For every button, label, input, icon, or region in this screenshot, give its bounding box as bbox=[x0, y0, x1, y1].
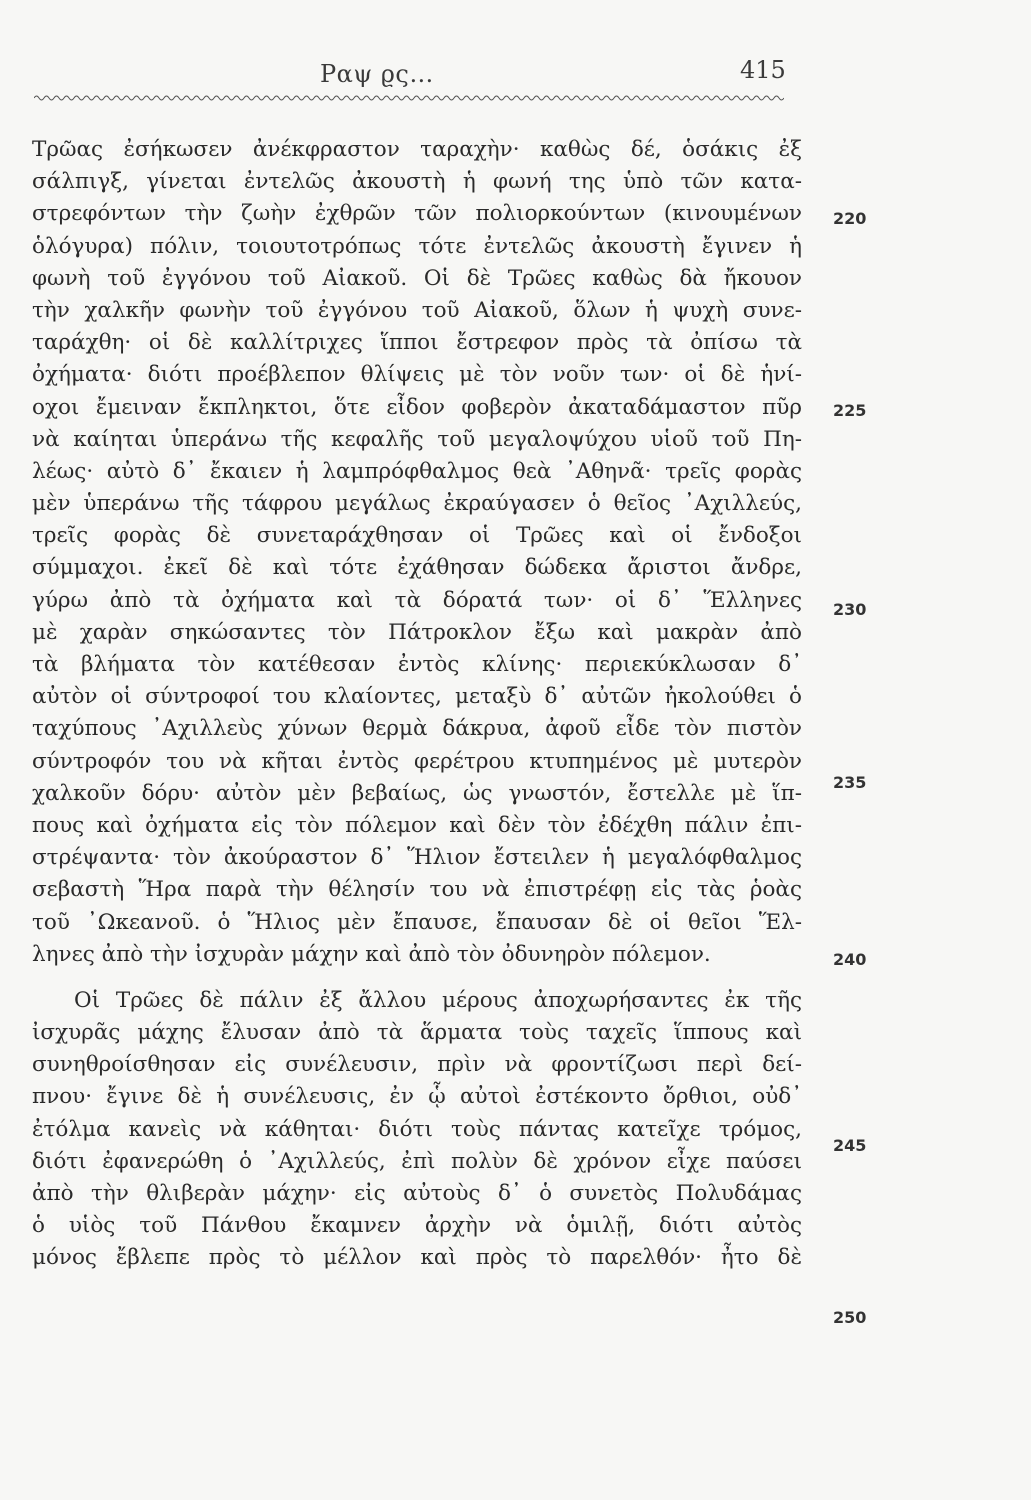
main-text bbox=[32, 134, 802, 1275]
text-line: σεβαστὴ Ἥρα παρὰ τὴν θέλησίν του νὰ ἐπιστρέφῃ εἰς τὰς ῥοὰς bbox=[32, 877, 802, 903]
text-line: Οἱ Τρῶες δὲ πάλιν ἐξ ἄλλου μέρους ἀποχωρήσαντες ἐκ τῆς bbox=[74, 987, 802, 1013]
text-line: γύρω ἀπὸ τὰ ὀχήματα καὶ τὰ δόρατά των· οἱ δ᾽ Ἕλληνες bbox=[32, 587, 802, 613]
page-number: 415 bbox=[740, 56, 786, 84]
text-line: τὰ βλήματα τὸν κατέθεσαν ἐντὸς κλίνης· περιεκύκλωσαν δ᾽ bbox=[32, 652, 802, 677]
text-line: νὰ καίηται ὑπεράνω τῆς κεφαλῆς τοῦ μεγαλοψύχου υἱοῦ τοῦ Πη- bbox=[32, 426, 802, 452]
line-number: 220 bbox=[833, 209, 867, 228]
line-number: 230 bbox=[833, 600, 867, 619]
text-line: ἰσχυρᾶς μάχης ἔλυσαν ἀπὸ τὰ ἅρματα τοὺς ταχεῖς ἵππους καὶ bbox=[32, 1020, 802, 1046]
line-number: 225 bbox=[833, 401, 867, 420]
line-number: 245 bbox=[833, 1136, 867, 1155]
text-line: τὴν χαλκῆν φωνὴν τοῦ ἐγγόνου τοῦ Αἰακοῦ, ὅλων ἡ ψυχὴ συνε- bbox=[32, 297, 802, 323]
running-head: Ραψ ϱς… bbox=[320, 60, 434, 88]
header-wavy-rule bbox=[34, 92, 784, 104]
text-line: τοῦ ᾿Ωκεανοῦ. ὁ Ἥλιος μὲν ἔπαυσε, ἔπαυσαν δὲ οἱ θεῖοι Ἕλ- bbox=[32, 909, 802, 935]
text-line: τρεῖς φορὰς δὲ συνεταράχθησαν οἱ Τρῶες καὶ οἱ ἔνδοξοι bbox=[32, 523, 802, 549]
text-line: πους καὶ ὀχήματα εἰς τὸν πόλεμον καὶ δὲν τὸν ἐδέχθη πάλιν ἐπι- bbox=[32, 812, 802, 838]
text-line: ὁλόγυρα) πόλιν, τοιουτοτρόπως τότε ἐντελῶς ἀκουστὴ ἔγινεν ἡ bbox=[32, 233, 802, 259]
text-line: ἐτόλμα κανεὶς νὰ κάθηται· διότι τοὺς πάντας κατεῖχε τρόμος, bbox=[32, 1116, 802, 1142]
text-line: αὐτὸν οἱ σύντροφοί του κλαίοντες, μεταξὺ δ᾽ αὐτῶν ἠκολούθει ὁ bbox=[32, 684, 802, 710]
text-line: στρεφόντων τὴν ζωὴν ἐχθρῶν τῶν πολιορκούντων (κινουμένων bbox=[32, 201, 802, 227]
text-line: Τρῶας ἐσήκωσεν ἀνέκφραστον ταραχὴν· καθὼς δέ, ὁσάκις ἐξ bbox=[32, 137, 802, 162]
text-line: χαλκοῦν δόρυ· αὐτὸν μὲν βεβαίως, ὡς γνωστόν, ἔστελλε μὲ ἵπ- bbox=[32, 780, 802, 806]
text-line: λέως· αὐτὸ δ᾽ ἔκαιεν ἡ λαμπρόφθαλμος θεὰ ᾿Αθηνᾶ· τρεῖς φορὰς bbox=[32, 458, 802, 484]
paragraph-1 bbox=[32, 134, 802, 971]
text-line: ἀπὸ τὴν θλιβερὰν μάχην· εἰς αὐτοὺς δ᾽ ὁ συνετὸς Πολυδάμας bbox=[32, 1181, 802, 1206]
text-line: διότι ἐφανερώθη ὁ ᾿Αχιλλεύς, ἐπὶ πολὺν δὲ χρόνον εἶχε παύσει bbox=[32, 1148, 802, 1174]
text-line: συνηθροίσθησαν εἰς συνέλευσιν, πρὶν νὰ φροντίζωσι περὶ δεί- bbox=[32, 1052, 802, 1078]
text-line: ὀχήματα· διότι προέβλεπον θλίψεις μὲ τὸν νοῦν των· οἱ δὲ ἡνί- bbox=[32, 362, 802, 388]
line-number: 235 bbox=[833, 773, 867, 792]
paragraph-2 bbox=[32, 985, 802, 1275]
text-line: οχοι ἔμειναν ἔκπληκτοι, ὅτε εἶδον φοβερὸν ἀκαταδάμαστον πῦρ bbox=[32, 394, 802, 420]
text-line: φωνὴ τοῦ ἐγγόνου τοῦ Αἰακοῦ. Οἱ δὲ Τρῶες καθὼς δὰ ἤκουον bbox=[32, 265, 802, 291]
text-line: ὁ υἱὸς τοῦ Πάνθου ἔκαμνεν ἀρχὴν νὰ ὁμιλῇ, διότι αὐτὸς bbox=[32, 1213, 802, 1239]
text-line: σύντροφόν του νὰ κῆται ἐντὸς φερέτρου κτυπημένος μὲ μυτερὸν bbox=[32, 748, 802, 774]
text-line: μὲ χαρὰν σηκώσαντες τὸν Πάτροκλον ἔξω καὶ μακρὰν ἀπὸ bbox=[32, 619, 802, 645]
text-line: ληνες ἀπὸ τὴν ἰσχυρὰν μάχην καὶ ἀπὸ τὸν ὀδυνηρὸν πόλεμον. bbox=[32, 941, 711, 967]
text-line: πνου· ἔγινε δὲ ἡ συνέλευσις, ἐν ᾧ αὐτοὶ ἐστέκοντο ὄρθιοι, οὐδ᾽ bbox=[32, 1084, 802, 1110]
text-line: μὲν ὑπεράνω τῆς τάφρου μεγάλως ἐκραύγασεν ὁ θεῖος ᾿Αχιλλεύς, bbox=[32, 491, 802, 517]
line-number: 250 bbox=[833, 1308, 867, 1327]
text-line: μόνος ἔβλεπε πρὸς τὸ μέλλον καὶ πρὸς τὸ παρελθόν· ἦτο δὲ bbox=[32, 1245, 802, 1271]
text-line: σύμμαχοι. ἐκεῖ δὲ καὶ τότε ἐχάθησαν δώδεκα ἄριστοι ἄνδρε, bbox=[32, 555, 802, 581]
text-line: σάλπιγξ, γίνεται ἐντελῶς ἀκουστὴ ἡ φωνή της ὑπὸ τῶν κατα- bbox=[32, 169, 802, 195]
text-line: στρέψαντα· τὸν ἀκούραστον δ᾽ Ἥλιον ἔστειλεν ἡ μεγαλόφθαλμος bbox=[32, 845, 802, 871]
text-line: ταράχθη· οἱ δὲ καλλίτριχες ἵπποι ἔστρεφον πρὸς τὰ ὀπίσω τὰ bbox=[32, 330, 802, 356]
text-line: ταχύπους ᾿Αχιλλεὺς χύνων θερμὰ δάκρυα, ἀφοῦ εἶδε τὸν πιστὸν bbox=[32, 716, 802, 742]
line-number: 240 bbox=[833, 950, 867, 969]
